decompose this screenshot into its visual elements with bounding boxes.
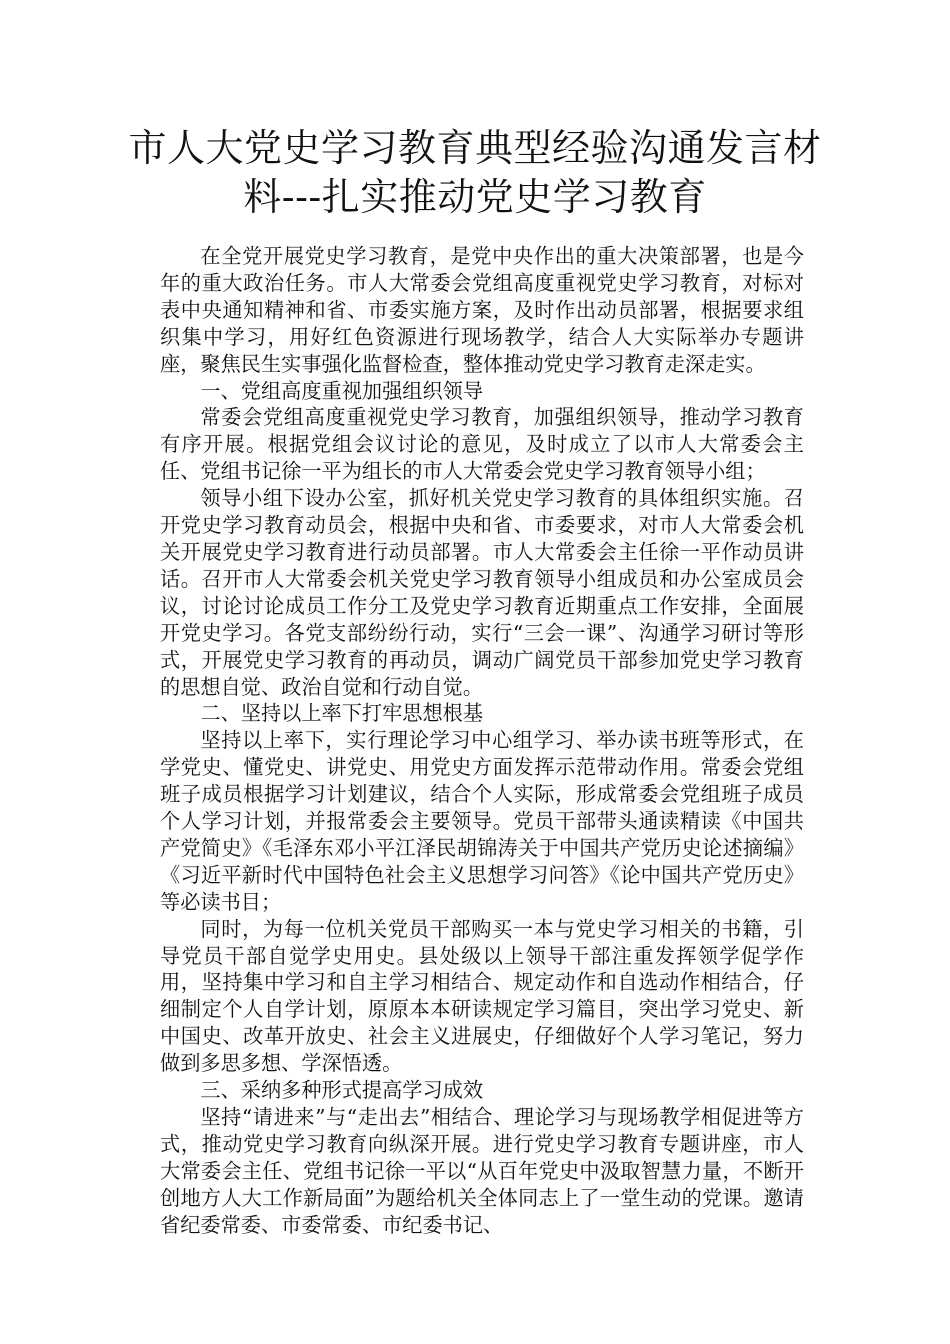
title-line-2: 料---扎实推动党史学习教育 [243,175,707,219]
section-heading-1: 一、党组高度重视加强组织领导 [200,378,484,403]
section-1-paragraph-1: 常委会党组高度重视党史学习教育，加强组织领导，推动学习教育有序开展。根据党组会议讨论的意见，及时成立了以市人大常委会主任、党组书记徐一平为组长的市人大常委会党史学习教育领导小组； [160,405,804,484]
intro-paragraph: 在全党开展党史学习教育，是党中央作出的重大决策部署，也是今年的重大政治任务。市人大常委会党组高度重视党史学习教育，对标对表中央通知精神和省、市委实施方案，及时作出动员部署，根据要求组织集中学习，用好红色资源进行现场教学，结合人大实际举办专题讲座，聚焦民生实事强化监督检查，整体推动党史学习教育走深走实。 [160,244,804,376]
section-heading-3: 三、采纳多种形式提高学习成效 [200,1078,484,1103]
title-line-1: 市人大党史学习教育典型经验沟通发言材 [128,126,822,170]
section-heading-2: 二、坚持以上率下打牢思想根基 [200,701,484,726]
document-body [160,243,804,1239]
section-1-paragraph-2: 领导小组下设办公室，抓好机关党史学习教育的具体组织实施。召开党史学习教育动员会，根据中央和省、市委要求，对市人大常委会机关开展党史学习教育进行动员部署。市人大常委会主任徐一平作动员讲话。召开市人大常委会机关党史学习教育领导小组成员和办公室成员会议，讨论讨论成员工作分工及党史学习教育近期重点工作安排，全面展开党史学习。各党支部纷纷行动，实行“三会一课”、沟通学习研讨等形式，开展党史学习教育的再动员，调动广阔党员干部参加党史学习教育的思想自觉、政治自觉和行动自觉。 [160,486,804,699]
section-2-paragraph-1: 坚持以上率下，实行理论学习中心组学习、举办读书班等形式，在学党史、懂党史、讲党史、用党史方面发挥示范带动作用。常委会党组班子成员根据学习计划建议，结合个人实际，形成常委会党组班子成员个人学习计划，并报常委会主要领导。党员干部带头通读精读《中国共产党简史》《毛泽东邓小平江泽民胡锦涛关于中国共产党历史论述摘编》《习近平新时代中国特色社会主义思想学习问答》《论中国共产党历史》等必读书目； [160,728,804,914]
document-title [120,124,830,222]
section-2-paragraph-2: 同时，为每一位机关党员干部购买一本与党史学习相关的书籍，引导党员干部自觉学史用史。县处级以上领导干部注重发挥领学促学作用，坚持集中学习和自主学习相结合、规定动作和自选动作相结合，仔细制定个人自学计划，原原本本研读规定学习篇目，突出学习党史、新中国史、改革开放史、社会主义进展史，仔细做好个人学习笔记，努力做到多思多想、学深悟透。 [160,916,804,1076]
section-3-paragraph-1: 坚持“请进来”与“走出去”相结合、理论学习与现场教学相促进等方式，推动党史学习教育向纵深开展。进行党史学习教育专题讲座，市人大常委会主任、党组书记徐一平以“从百年党史中汲取智慧力量，不断开创地方人大工作新局面”为题给机关全体同志上了一堂生动的党课。邀请省纪委常委、市委常委、市纪委书记、 [160,1105,804,1237]
